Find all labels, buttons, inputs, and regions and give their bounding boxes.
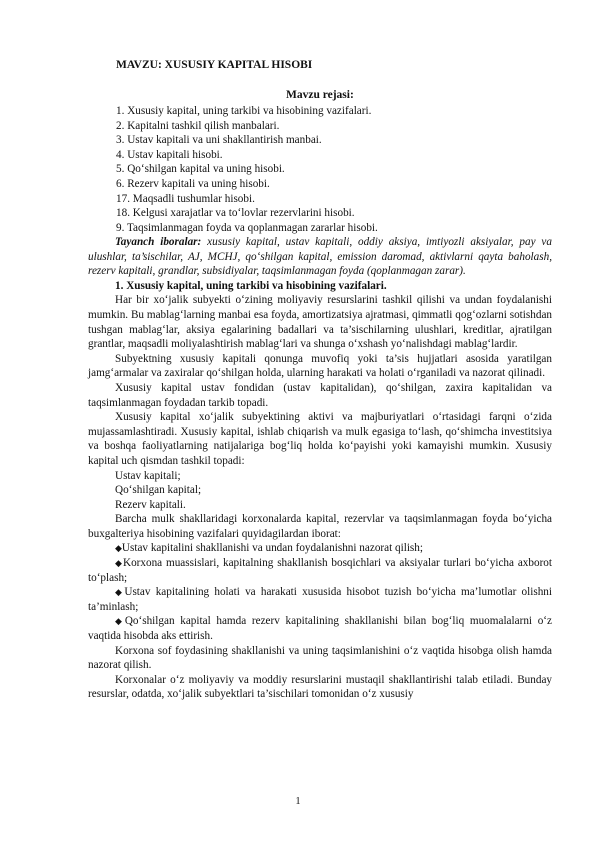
paragraph: Har bir xo‘jalik subyekti o‘zining moliyaviy resurslarini tashkil qilishi va undan foydalanishi mumkin. Bu mablag‘larning manbai esa foyda, amortizatsiya ajratmasi, qimmatli qog‘ozlarni sotishdan tushgan mablag‘lar, aksiya egalarining badallari va ta’sischilarning ulushlari, kreditlar, ajratilgan grantlar, maqsadli moliyalashtirish mablag‘lari va shunga o‘xshash yo‘nalishdagi mablag‘lardir. bbox=[88, 294, 552, 351]
paragraph: Xususiy kapital xo‘jalik subyektining aktivi va majburiyatlari o‘rtasidagi farqni o‘zida mujassamlashtiradi. Xususiy kapital, ishlab chiqarish va mulk egasiga to‘lash, qo‘shimcha investitsiya va boshqa faoliyatlarning natijalariga bog‘liq holda ko‘payishi yoki kamayishi mumkin. Xususiy kapital uch qismdan tashkil topadi: bbox=[88, 411, 552, 467]
bullet-item bbox=[88, 585, 552, 614]
paragraph: Korxonalar o‘z moliyaviy va moddiy resurslarini mustaqil shakllantirishi talab etiladi. Bunday resurslar, odatda, xo‘jalik subyektlari ta’sischilari tomonidan o‘z xususiy bbox=[88, 673, 552, 701]
document-title: MAVZU: XUSUSIY KAPITAL HISOBI bbox=[116, 59, 313, 71]
paragraph: Barcha mulk shakllaridagi korxonalarda kapital, rezervlar va taqsimlanmagan foyda bo‘yicha buxgalteriya hisobining vazifalari quyidagilardan iborat: bbox=[88, 513, 552, 540]
section-heading: 1. Xususiy kapital, uning tarkibi va hisobining vazifalari. bbox=[115, 279, 387, 292]
capital-part: Qo‘shilgan kapital; bbox=[115, 484, 202, 497]
plan-list bbox=[116, 104, 556, 235]
diamond-bullet-icon: ◆ bbox=[115, 558, 123, 569]
bullet-text: Ustav kapitalini shakllanishi va undan foydalanishni nazorat qilish; bbox=[121, 542, 423, 555]
plan-item: 1. Xususiy kapital, uning tarkibi va hisobining vazifalari. bbox=[116, 105, 372, 117]
bullet-text: Ustav kapitalining holati va harakati xususida hisobot tuzish bo‘yicha ma’lumotlar olishni ta’minlash; bbox=[88, 586, 553, 613]
keywords-text: xususiy kapital, ustav kapitali, oddiy aksiya, imtiyozli aksiyalar, pay va ulushlar, ta’sischilar, AJ, MCHJ, qo‘shilgan kapital, emission daromad, aktivlarni qayta baholash, rezerv kapitali, grandlar, subsidiyalar, taqsimlanmagan foyda (qoplanmagan zarar). bbox=[88, 236, 552, 278]
plan-item: 9. Taqsimlanmagan foyda va qoplanmagan zararlar hisobi. bbox=[116, 221, 378, 234]
plan-item: 5. Qo‘shilgan kapital va uning hisobi. bbox=[116, 163, 285, 176]
capital-part: Ustav kapitali; bbox=[115, 469, 181, 482]
bullet-item bbox=[88, 614, 552, 643]
paragraph: Xususiy kapital ustav fondidan (ustav kapitalidan), qo‘shilgan, zaxira kapitalidan va taqsimlanmagan foydadan tarkib topadi. bbox=[88, 381, 552, 409]
page-number: 1 bbox=[295, 796, 301, 807]
paragraph: Subyektning xususiy kapitali qonunga muvofiq yoki ta’sis hujjatlari asosida yaratilgan jamg‘armalar va zaxiralar qo‘shilgan holda, ularning harakati va holati o‘rganiladi va nazorat qilinadi. bbox=[88, 352, 552, 380]
bullet-item bbox=[88, 556, 552, 585]
capital-part: Rezerv kapitali. bbox=[115, 498, 186, 511]
diamond-bullet-icon: ◆ bbox=[115, 587, 125, 598]
plan-item: 2. Kapitalni tashkil qilish manbalari. bbox=[116, 119, 280, 132]
document-body bbox=[88, 235, 552, 702]
plan-heading: Mavzu rejasi: bbox=[286, 89, 354, 101]
bullet-item bbox=[88, 541, 552, 556]
bullet-text: Qo‘shilgan kapital hamda rezerv kapitalining shakllanishi bilan bog‘liq muomalalarni o‘z vaqtida hisobda aks ettirish. bbox=[88, 615, 552, 643]
plan-item: 4. Ustav kapitali hisobi. bbox=[116, 148, 223, 161]
plan-item: 3. Ustav kapitali va uni shakllantirish manbai. bbox=[116, 134, 322, 147]
paragraph: Korxona sof foydasining shakllanishi va uning taqsimlanishini o‘z vaqtida hisobga olish hamda nazorat qilish. bbox=[88, 644, 552, 672]
keywords-label: Tayanch iboralar: bbox=[115, 236, 202, 248]
diamond-bullet-icon: ◆ bbox=[115, 543, 122, 554]
plan-item: 17. Maqsadli tushumlar hisobi. bbox=[116, 192, 255, 205]
keywords-paragraph bbox=[88, 235, 552, 279]
diamond-bullet-icon: ◆ bbox=[115, 616, 125, 627]
plan-item: 6. Rezerv kapitali va uning hisobi. bbox=[116, 177, 270, 190]
bullet-text: Korxona muassislari, kapitalning shakllanish bosqichlari va aksiyalar turlari bo‘yicha axborot to‘plash; bbox=[88, 557, 552, 584]
plan-item: 18. Kelgusi xarajatlar va to‘lovlar rezervlarini hisobi. bbox=[116, 207, 355, 220]
